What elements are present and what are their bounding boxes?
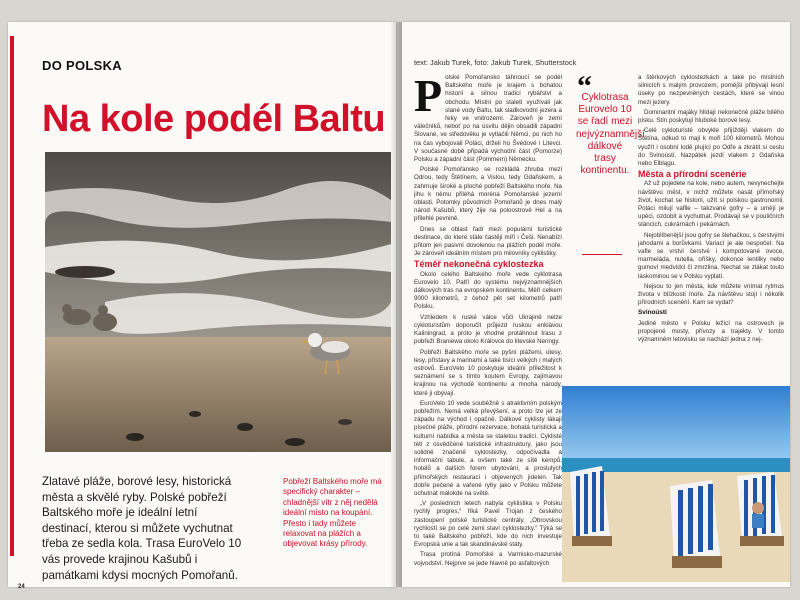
subheading: Města a přírodní scenérie xyxy=(638,169,747,180)
paragraph: Polské Pomořansko se rozkládá zhruba mezi Odrou, tedy Štětínem, a Vislou, tedy Gdaňskem, a zahrnuje široké a ploché pobřeží Baltského moře. Na jihu k němu přiléhá moréna Pomořanské jezerní oblasti. Potomky původních Pomořanů je dnes malý národ Kašubů, který žije na poloostrově Hel a na přilehlé pevnině. xyxy=(414,166,562,223)
paragraph: Okolo celého Baltského moře vede cyklotrasa Eurovelo 10. Patří do systému nejvýznamnějších dálkových tras na evropském kontinentu. Měří celkem 9000 kilometrů, z čehož pět set kilometrů patří Polsku. xyxy=(414,270,562,311)
pull-quote: Cyklotrasa Eurovelo 10 se řadí mezi nejvýznamnější dálkové trasy kontinentu. xyxy=(576,92,645,177)
pull-quote-rule xyxy=(582,254,622,255)
beach-seagulls-photo xyxy=(45,152,391,452)
author-credit: text: Jakub Turek, foto: Jakub Turek, Shutterstock xyxy=(414,58,577,67)
subheading: Téměř nekonečná cyklostezka xyxy=(414,259,544,270)
paragraph: Až už pojedete na kole, nebo autem, nevynechejte návštěvu měst, v nichž můžete nasát přímořský život, kochat se historií, užít si polskou gastronomii. Poláci milují vaflle – takzvané gofry – a umějí je upéci, ozdobit a vychutnat. Prodávají se v pouličních stáncích, cukrárnách i pekárnách. xyxy=(638,180,784,229)
page-number: 24 xyxy=(18,584,25,590)
section-tag: DO POLSKA xyxy=(42,58,122,73)
beach-chairs-photo xyxy=(562,386,790,582)
paragraph: olské Pomořansko táhnoucí se podél Baltského moře je krajem s bohatou historií a silnou tradicí rybářství a obchodu. Místní po staletí využívali jak slané vody Baltu, tak sladkovodní jezera a řeky ve vnitrozemí. Zároveň je zemí válečníků, neboť po na úsvitu dějin obsadili západní Slované, ve středověku je vytlačili Němci, po nich ho na čas vybojovali Poláci, drželi ho Švédové i Litevci. V současné době připadá východní část (Pomorze) Polsku a západní část (Pommern) Německu. xyxy=(414,74,562,164)
paragraph: Dominantní majáky hlídají nekonečné pláže bílého písku. Stín poskytují hluboké borové lesy. xyxy=(638,108,784,125)
paragraph: Vzhledem k ruské válce vůči Ukrajině nelze cykloturistům doporučit průjezd ruskou enklávou Kaliningrad, a proto je vhodné protáhnout trasu z pobřeží Braniewa okolo Královce do litevské Neringy. xyxy=(414,313,562,346)
text-column-3 xyxy=(638,74,784,372)
paragraph: a štěrkových cyklostezkách a také po místních silnicích s malým provozem, pomější přibývají lesní úseky po nezpevněných cestách, které se vinou mezi jezery. xyxy=(638,74,784,106)
drop-cap: P xyxy=(414,74,443,121)
lead-paragraph: Zlatavé pláže, borové lesy, historická města a skvělé ryby. Polské pobřeží Baltského moře je ideální letní destinací, kterou si můžete vychutnat třeba ze sedla kola. Trasa EuroVelo 10 vás provede krajinou Kašubů i památkami kdysi mocných Pomořanů. xyxy=(42,475,242,582)
paragraph: „V posledních letech nabyla cyklistika v Polsku rychlý progres,“ říká Pavel Trojan z českého zastoupení polské turistické centrály. „Obrovskou rychlostí se po celé zemi staví cyklostezky.“ Týká se to také Baltského pobřeží, kde do nich investuje Evropská unie a tak skandinávské státy. xyxy=(414,500,562,549)
paragraph: Pobřeží Baltského moře se pyšní plážemi, útesy, lesy, přístavy a marinami a také tisíci velkých i malých ostrovů. EuroVelo 10 poskytuje ideální příležitost k seznámení se s tímto koutem Evropy, zajímavou krajinou na východě kontinentu a mnoha národy, které ji obývají. xyxy=(414,348,562,397)
paragraph: Nejoblíbenější jsou gofry se šlehačkou, s čerstvými jahodami a borůvkami. Variací je ale nespočet. Na vafle se vrství čerstvé i kompotované ovoce, marmeláda, nutella, oříšky, dokonce lentilky nebo gumoví medvídci či zmrzlina. Nechat se zlákat touto laskominou se v Polsku vyplatí. xyxy=(638,231,784,280)
right-page xyxy=(402,22,790,587)
photo-caption: Pobřeží Baltského moře má specifický charakter – chladnější vítr z něj nedělá ideální místo na koupání. Přesto i tady můžete relaxovat na plážích a objevovat krásy přírody. xyxy=(283,477,382,549)
left-page xyxy=(8,22,396,590)
red-accent-bar xyxy=(10,36,14,556)
article-headline: Na kole podél Baltu xyxy=(42,98,386,140)
paragraph: Celé cykloturisté obvykle přijíždějí vlakem do Štětína, odkud to mají k moři 100 kilometrů. Mohou využít i osobní lodě plující po Odře a zkrátit si cestu do Svinoústí. Nazpátek jezdí vlakem z Gdaňska nebo Elblągu. xyxy=(638,127,784,168)
text-column-1 xyxy=(414,74,562,594)
quote-mark-icon: “ xyxy=(577,70,592,103)
beach-chairs-illustration xyxy=(562,386,790,582)
subheading-small: Svinoústí xyxy=(638,309,667,317)
paragraph: Jediné město v Polsku ležící na ostrovech je propojené mosty, přívozy a trajekty. V tomto významném letovisku se nachází jedna z nej- xyxy=(638,319,784,344)
paragraph: EuroVelo 10 vede souběžně s atraktivním polským pobřežím. Nemá velká převýšení, a proto lze jet ze západu na východ i opačně. Dálkové cyklisty lákají písečné pláže, přírodní rezervace, bohatá turistická a kulturní nabídka a města se staletou tradicí. Cyklisté tétí z osvědčené turistické infrastruktury, jako jsou solidně značené cyklostezky, odpočívadla a informační tabule, a ovšem také ze sítě kempů, hotelů a dalších forem ubytování, a proslulých přímořských restaurací i objevených jídelen. Tak dobře pečené a vařené ryby jako v Polsku můžete ochutnat málokde na světě. xyxy=(414,399,562,497)
beach-seagulls-illustration xyxy=(45,152,391,452)
paragraph: Nejsou to jen města, kde můžete vnímat rytmus života v blízkosti moře. Za návštěvu stojí i několik přírodních scenérií. Kam se vydat? xyxy=(638,282,784,307)
paragraph: Trasa protíná Pomořské a Varmisko-mazurské vojvodství. Nejprve se jede hlavně po asfaltových xyxy=(414,551,562,567)
paragraph: Dnes se oblast řadí mezi populární turistické destinace, do které stále častěji míří i Češi. Nenabízí přitom jen pasivní dovolenou na plážích podél moře. Je zároveň ideálním místem pro milovníky cyklistiky. xyxy=(414,225,562,258)
